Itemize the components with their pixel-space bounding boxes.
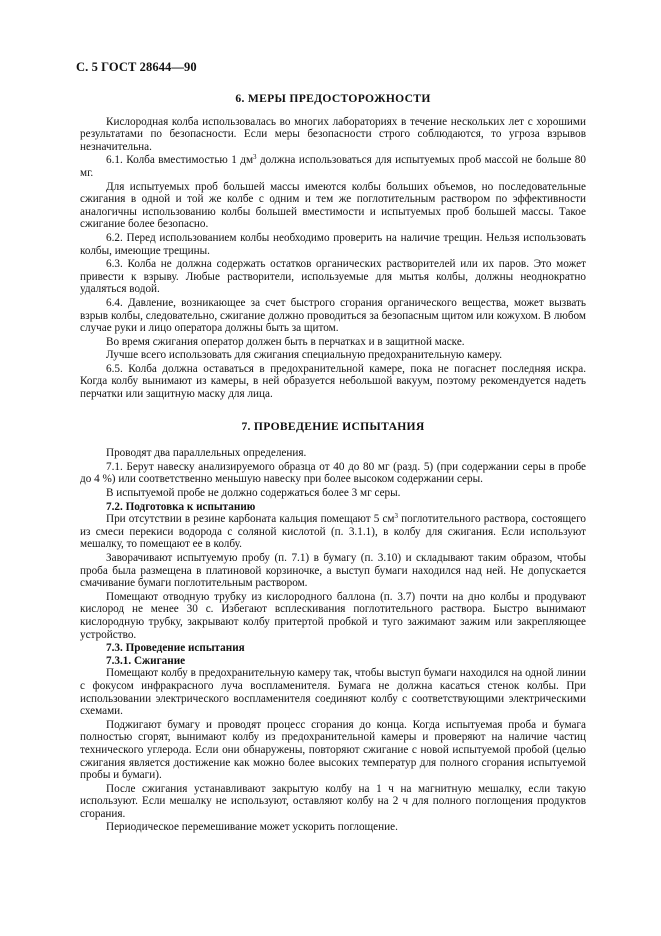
- subsection-7-3-heading: 7.3. Проведение испытания: [106, 642, 245, 655]
- superscript: 3: [253, 153, 257, 162]
- text: должна использоваться для испытуемых проб массой не больше 80 мг.: [80, 154, 586, 179]
- text: 6.1. Колба вместимостью 1 дм: [106, 154, 254, 167]
- subsection-7-2-heading: 7.2. Подготовка к испытанию: [106, 500, 256, 513]
- paragraph: Для испытуемых проб большей массы имеются колбы больших объемов, но последовательные сжигания в одной и той же колбе с одним и тем же поглотительным раствором по эффективности аналогичны использованию колбы большей вместимости и испытуемых проб большей массы. Такое сжигание более безопасно.: [80, 180, 586, 231]
- paragraph: В испытуемой пробе не должно содержаться более 3 мг серы.: [106, 487, 401, 500]
- paragraph-6-5: 6.5. Колба должна оставаться в предохранительной камере, пока не погаснет последняя искра. Когда колбу вынимают из камеры, в ней образуется небольшой вакуум, поэтому рекомендуется надеть перчатки или защитную маску для лица.: [80, 362, 586, 401]
- page-header: С. 5 ГОСТ 28644—90: [76, 60, 197, 74]
- paragraph: [80, 513, 586, 551]
- paragraph: Во время сжигания оператор должен быть в перчатках и в защитной маске.: [106, 335, 465, 348]
- paragraph: Лучше всего использовать для сжигания специальную предохранительную камеру.: [106, 349, 503, 362]
- paragraph: Помещают отводную трубку из кислородного баллона (п. 3.7) почти на дно колбы и продувают кислород не менее 30 с. Избегают всплескивания поглотительного раствора. Быстро вынимают кислородную трубку, закрывают колбу притертой пробкой и туго зажимают зажим или закрепляющее устройство.: [80, 590, 586, 641]
- paragraph-6-1: [80, 154, 586, 179]
- paragraph: Поджигают бумагу и проводят процесс сгорания до конца. Когда испытуемая проба и бумага полностью сгорят, вынимают колбу из предохранительной камеры и проверяют на наличие частиц технического углерода. Если они обнаружены, повторяют сжигание с новой испытуемой пробой (целью сжигания является достижение как можно более высоких температур для полного сгорания испытуемой пробы и бумаги).: [80, 718, 586, 782]
- paragraph-6-4: 6.4. Давление, возникающее за счет быстрого сгорания органического вещества, может вызвать взрыв колбы, следовательно, сжигание должно проводиться за безопасным щитом или кожухом. В любом случае руки и лицо оператора должны быть за щитом.: [80, 296, 586, 335]
- text: поглотительного раствора, состоящего из смеси перекиси водорода с соляной кислотой (п. 3.1.1), в колбу для сжигания. Если используют мешалку, то помещают ее в колбу.: [80, 513, 586, 551]
- paragraph-6-3: 6.3. Колба не должна содержать остатков органических растворителей или их паров. Это может привести к взрыву. Любые растворители, используемые для мытья колбы, должны неоднократно удаляться водой.: [80, 258, 586, 296]
- paragraph-6-2: 6.2. Перед использованием колбы необходимо проверить на наличие трещин. Нельзя использовать колбы, имеющие трещины.: [80, 231, 586, 257]
- section-6-title: 6. МЕРЫ ПРЕДОСТОРОЖНОСТИ: [235, 92, 431, 105]
- paragraph: Проводят два параллельных определения.: [106, 447, 307, 460]
- paragraph: Периодическое перемешивание может ускорить поглощение.: [106, 821, 398, 834]
- subsection-7-3-1-heading: 7.3.1. Сжигание: [106, 654, 186, 667]
- paragraph: Помещают колбу в предохранительную камеру так, чтобы выступ бумаги находился на одной линии с фокусом инфракрасного луча воспламенителя. Бумага не должна касаться стенок колбы. При использовании электрического воспламенителя соединяют колбу с соответствующими электрическими схемами.: [80, 667, 586, 718]
- paragraph: Кислородная колба использовалась во многих лабораториях в течение нескольких лет с хорошими результатами по безопасности. Если меры безопасности строго соблюдаются, то угроза взрывов незначительна.: [80, 115, 586, 153]
- text: При отсутствии в резине карбоната кальция помещают 5 см: [106, 513, 395, 526]
- paragraph: После сжигания устанавливают закрытую колбу на 1 ч на магнитную мешалку, если такую используют. Если мешалку не используют, оставляют колбу на 2 ч для полного поглощения продуктов сгорания.: [80, 782, 586, 820]
- paragraph: Заворачивают испытуемую пробу (п. 7.1) в бумагу (п. 3.10) и складывают таким образом, чтобы проба была размещена в платиновой корзиночке, а выступ бумаги находился над ней. Не допускается смачивание бумаги поглотительным раствором.: [80, 552, 586, 590]
- paragraph-7-1: 7.1. Берут навеску анализируемого образца от 40 до 80 мг (разд. 5) (при содержании серы в пробе до 4 %) или соответственно меньшую навеску при более высоком содержании серы.: [80, 460, 586, 486]
- superscript: 3: [394, 512, 399, 521]
- section-7-title: 7. ПРОВЕДЕНИЕ ИСПЫТАНИЯ: [241, 419, 425, 433]
- document-body: [80, 93, 586, 835]
